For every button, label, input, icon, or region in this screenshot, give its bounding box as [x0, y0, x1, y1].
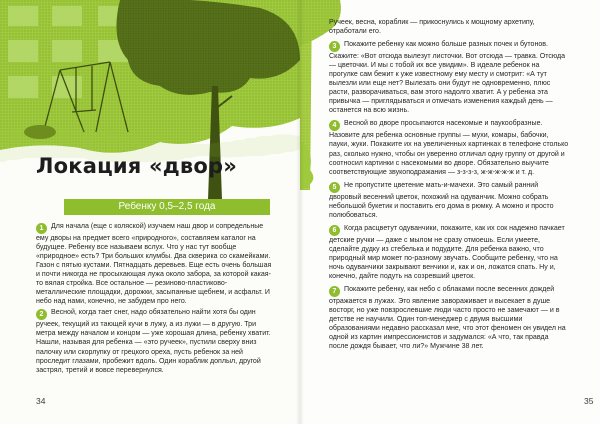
tip-number-badge: 1	[36, 223, 47, 234]
book-gutter	[296, 0, 304, 424]
tip-paragraph	[329, 181, 569, 220]
tip-text: Для начала (еще с коляской) изучаем наш двор и сопредельные ему дворы на предмет всего «природного», составляем каталог на будущее. Ребенку все называем вслух. Что у нас тут вообще «природное» есть? Три больших клумбы. Два скверика со скамейками. Газон с пятью кустами. Пятнадцать деревьев. Еще есть очень большая и почти никогда не просыхающая лужа около забора, за которой какая-то вялая стройка. Все остальное — резиново-пластиково-металлические площадки, дорожки, засыпанные щебнем, и асфальт. И небо над нами, конечно, не забудем про него.	[36, 223, 272, 306]
tip-paragraph	[36, 222, 276, 306]
tip-number-badge: 2	[36, 309, 47, 320]
page-heading: Локация «двор»	[36, 154, 238, 178]
tip-text: Покажите ребенку как можно больше разных почек и бутонов. Скажите: «Вот отсюда вылезут листочки. Вот отсюда — травка. Отсюда — цветочки. И мы с тобой их все увидим». В идеале ребенок на прогулке сам бежит к уже известному ему месту и смотрит: «А тут вылезли или еще нет? Вылезать они будут не одновременно, плюс расти, разворачиваться, вам этого надолго хватит. А у ребенка эта привычка — приглядываться и отмечать изменения каждый день — останется на всю жизнь.	[329, 41, 566, 115]
right-text-column	[329, 18, 569, 351]
tip-text: Не пропустите цветение мать-и-мачехи. Это самый ранний дворовый весенний цветок, похожий на одуванчик. Можно собрать небольшой букетик и поставить его дома в рюмку. А можно и просто полюбоваться.	[329, 181, 554, 219]
tip-number-badge: 7	[329, 286, 340, 297]
tip-text: Весной во дворе просыпаются насекомые и паукообразные. Назовите для ребенка основные группы — мухи, комары, бабочки, пауки, жуки. Покажите их на увеличенных картинках в телефоне столько раз, сколько нужно, чтобы он уверенно отличал одну группу от другой и соотносил картинки с насекомыми во дворе. Обязательно выучите соответствующие звукоподражания — з-з-з-з, ж-ж-ж-ж-ж и т. д.	[329, 120, 569, 176]
tip-paragraph	[36, 308, 276, 374]
tip-text: Весной, когда тает снег, надо обязательно найти хотя бы один ручеек, текущий из тающей кучи в лужу, а из лужи — в другую. Три метра между началом и концом — уже хорошая длина, ребенку хватит. Нашли, называя для ребенка — «это ручеек», пустили сверху вниз палочку или скорлупку от грецкого ореха, пусть ребенок за ней проследит глазами, пробежит вдоль. Один кораблик доплыл, другой застрял, третий и вовсе перевернулся.	[36, 309, 271, 374]
tip-text: Покажите ребенку, как небо с облаками после весенних дождей отражается в лужах. Это явление завораживает и высекает в душе восторг, но уже повзрослевшие люди часто просто не замечают — и в детстве не научили. Один топ-менеджер с двумя высшими образованиями недавно рассказал мне, что этот феномен он увидел на одной из картин импрессионистов и задумался: «А что, так правда после дождя бывает, что ли?» Мужчине 38 лет.	[329, 286, 566, 351]
left-text-column	[36, 222, 276, 375]
tip-text: Когда расцветут одуванчики, покажите, как их сок надежно пачкает детские ручки — даже с мылом не сразу отмоешь. Если умеете, сделайте дудку из стебелька и подудите. Для ребенка важно, что природный мир может по-разному звучать. Сообщите ребенку, что на ночь одуванчики закрывают венчики и, как и он, ложатся спать. Ну и, конечно, дайте подуть на созревший цветок.	[329, 224, 565, 280]
tip-number-badge: 5	[329, 182, 340, 193]
tip-paragraph	[329, 224, 569, 281]
tip-paragraph	[329, 40, 569, 115]
page-number-right: 35	[584, 396, 594, 406]
tip-paragraph	[329, 285, 569, 351]
tip-number-badge: 6	[329, 225, 340, 236]
tip-number-badge: 4	[329, 120, 340, 131]
right-page	[300, 0, 600, 424]
page-number-left: 34	[36, 396, 46, 406]
age-band: Ребенку 0,5–2,5 года	[64, 199, 270, 215]
continued-paragraph: Ручеек, весна, кораблик — прикоснулись к мощному архетипу, отработали его.	[329, 19, 535, 36]
tip-number-badge: 3	[329, 41, 340, 52]
tip-paragraph	[329, 119, 569, 176]
